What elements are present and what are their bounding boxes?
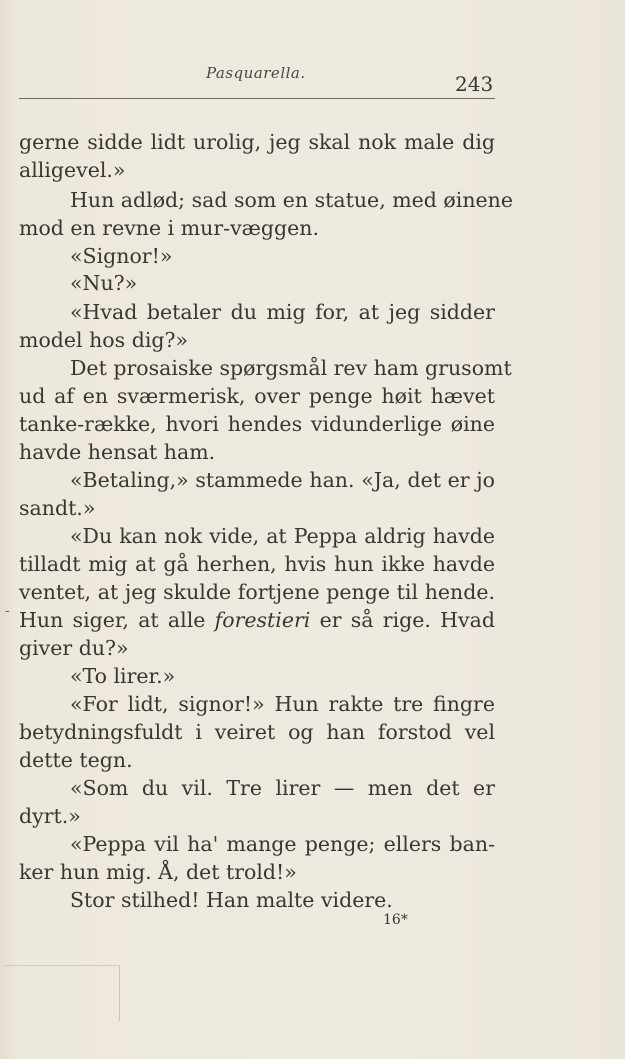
text-line: betydningsfuldt i veiret og han forstod vel bbox=[19, 720, 495, 744]
text-line: ud af en sværmerisk, over penge høit hævet bbox=[19, 384, 495, 408]
text-line: tanke-række, hvori hendes vidunderlige øine bbox=[19, 412, 495, 436]
text-segment: Hun siger, at alle bbox=[19, 608, 206, 632]
text-line: sandt.» bbox=[19, 496, 96, 520]
text-line: ker hun mig. Å, det trold!» bbox=[19, 860, 297, 884]
text-line: dette tegn. bbox=[19, 748, 133, 772]
text-line: «For lidt, signor!» Hun rakte tre fingre bbox=[70, 692, 495, 716]
margin-mark: - bbox=[5, 603, 10, 619]
signature-mark: 16* bbox=[383, 912, 408, 928]
header-rule bbox=[19, 98, 495, 99]
text-line: «Hvad betaler du mig for, at jeg sidder bbox=[70, 300, 495, 324]
text-line: ventet, at jeg skulde fortjene penge til hende. bbox=[19, 580, 495, 604]
text-line: «Betaling,» stammede han. «Ja, det er jo bbox=[70, 468, 495, 492]
text-line: dyrt.» bbox=[19, 804, 81, 828]
text-line: havde hensat ham. bbox=[19, 440, 216, 464]
text-line: «Du kan nok vide, at Peppa aldrig havde bbox=[70, 524, 495, 548]
text-line: Det prosaiske spørgsmål rev ham grusomt bbox=[70, 356, 512, 380]
text-line: model hos dig?» bbox=[19, 328, 189, 352]
library-stamp-outline bbox=[4, 965, 120, 1021]
text-line: tilladt mig at gå herhen, hvis hun ikke havde bbox=[19, 552, 495, 576]
text-line bbox=[19, 605, 495, 635]
text-line: «To lirer.» bbox=[70, 664, 176, 688]
text-line: Hun adlød; sad som en statue, med øinene bbox=[70, 188, 514, 212]
text-line: alligevel.» bbox=[19, 158, 126, 182]
text-line: mod en revne i mur-væggen. bbox=[19, 216, 320, 240]
running-title: Pasquarella. bbox=[206, 64, 306, 82]
text-line: gerne sidde lidt urolig, jeg skal nok male dig bbox=[19, 130, 495, 154]
italic-word: forestieri bbox=[214, 608, 311, 632]
text-line: «Peppa vil ha' mange penge; ellers ban- bbox=[70, 832, 495, 856]
text-segment: er så rige. Hvad bbox=[319, 608, 495, 632]
text-line: «Signor!» bbox=[70, 244, 173, 268]
text-line: «Nu?» bbox=[70, 271, 138, 295]
text-line: Stor stilhed! Han malte videre. bbox=[70, 888, 393, 912]
page-number: 243 bbox=[455, 72, 494, 96]
text-line: giver du?» bbox=[19, 636, 129, 660]
text-line: «Som du vil. Tre lirer — men det er bbox=[70, 776, 495, 800]
